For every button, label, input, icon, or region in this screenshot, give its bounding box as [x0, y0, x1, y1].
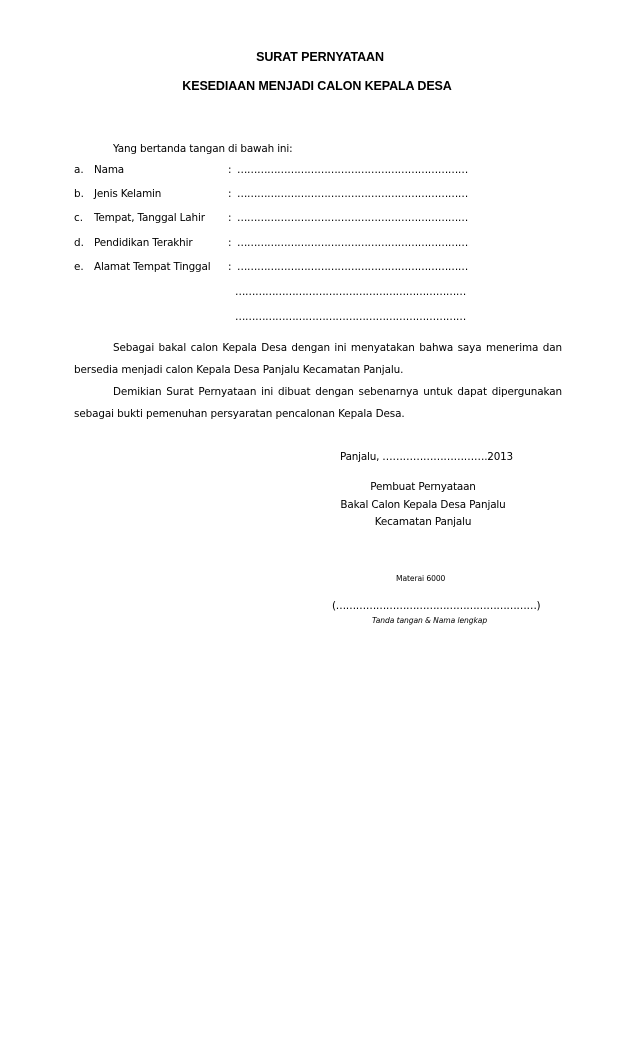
- field-letter: b.: [74, 188, 84, 200]
- field-label: Jenis Kelamin: [94, 188, 162, 200]
- closing-paragraph: Demikian Surat Pernyataan ini dibuat dengan sebenarnya untuk dapat dipergunakan sebagai bukti pemenuhan persyaratan pencalonan Kepala Desa.: [74, 386, 562, 420]
- field-row-tempat-tanggal-lahir: [0, 212, 638, 228]
- field-colon: :: [228, 164, 232, 176]
- field-colon: :: [228, 188, 232, 200]
- field-row-jenis-kelamin: [0, 188, 638, 204]
- field-label: Alamat Tempat Tinggal: [94, 261, 211, 273]
- field-blank: ……………………………………………………………: [237, 237, 468, 249]
- field-blank: ……………………………………………………………: [237, 261, 468, 273]
- document-title: SURAT PERNYATAAN: [256, 50, 384, 64]
- signatory-block: [323, 479, 523, 532]
- address-extra-line: ……………………………………………………………: [235, 286, 466, 298]
- signatory-position: Bakal Calon Kepala Desa Panjalu: [340, 498, 506, 511]
- field-colon: :: [228, 237, 232, 249]
- field-blank: ……………………………………………………………: [237, 188, 468, 200]
- address-extra-line: ……………………………………………………………: [235, 311, 466, 323]
- field-label: Tempat, Tanggal Lahir: [94, 212, 205, 224]
- place-date: Panjalu, ………………………….2013: [340, 451, 513, 463]
- field-letter: c.: [74, 212, 84, 224]
- field-row-nama: [0, 164, 638, 180]
- field-row-alamat: [0, 261, 638, 277]
- field-blank: ……………………………………………………………: [237, 212, 468, 224]
- intro-text: Yang bertanda tangan di bawah ini:: [113, 143, 293, 155]
- field-letter: a.: [74, 164, 84, 176]
- signatory-role: Pembuat Pernyataan: [370, 481, 476, 493]
- field-letter: e.: [74, 261, 84, 273]
- field-row-pendidikan-terakhir: [0, 237, 638, 253]
- document-subtitle: KESEDIAAN MENJADI CALON KEPALA DESA: [182, 79, 452, 93]
- field-colon: :: [228, 261, 232, 273]
- stamp-note: Materai 6000: [396, 574, 446, 583]
- field-letter: d.: [74, 237, 84, 249]
- field-label: Nama: [94, 164, 125, 176]
- signature-line: (……………………………………………………): [332, 600, 541, 612]
- field-blank: ……………………………………………………………: [237, 164, 468, 176]
- signature-caption: Tanda tangan & Nama lengkap: [372, 616, 488, 625]
- field-label: Pendidikan Terakhir: [94, 237, 193, 249]
- signatory-district: Kecamatan Panjalu: [374, 516, 472, 528]
- statement-paragraph: Sebagai bakal calon Kepala Desa dengan ini menyatakan bahwa saya menerima dan bersedia menjadi calon Kepala Desa Panjalu Kecamatan Panjalu.: [74, 342, 562, 376]
- field-colon: :: [228, 212, 232, 224]
